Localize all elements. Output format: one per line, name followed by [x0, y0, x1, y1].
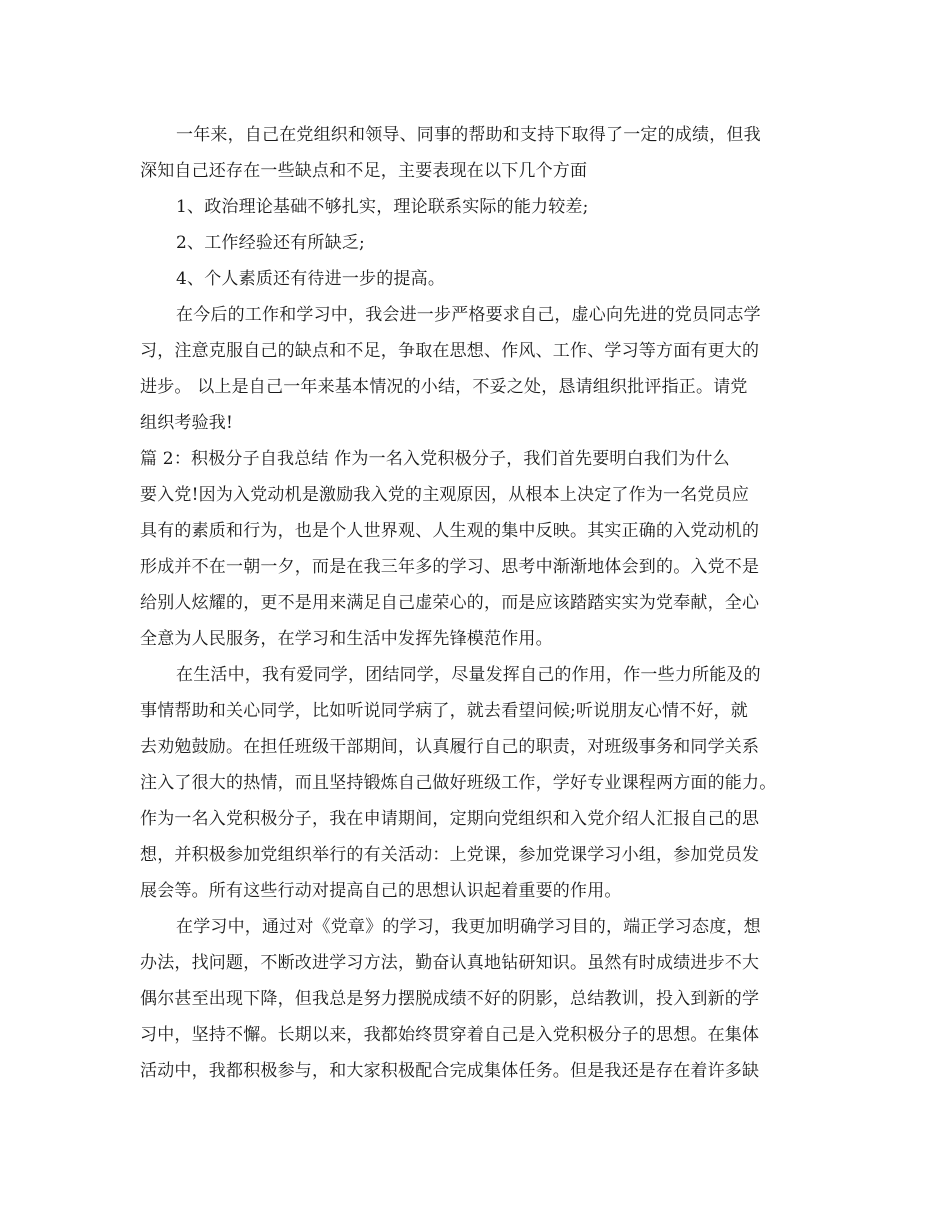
text-line: 具有的素质和行为，也是个人世界观、人生观的集中反映。其实正确的入党动机的	[140, 521, 760, 541]
text-line: 注入了很大的热情，而且坚持锻炼自己做好班级工作，学好专业课程两方面的能力。	[140, 773, 777, 793]
text-line: 组织考验我!	[140, 413, 234, 433]
text-line: 进步。 以上是自己一年来基本情况的小结，不妥之处，恳请组织批评指正。请党	[140, 377, 748, 397]
text-line: 偶尔甚至出现下降，但我总是努力摆脱成绩不好的阴影，总结教训，投入到新的学	[140, 989, 760, 1009]
text-line: 活动中，我都积极参与，和大家积极配合完成集体任务。但是我还是存在着许多缺	[140, 1061, 760, 1081]
text-line: 2、工作经验还有所缺乏;	[176, 233, 365, 253]
section-heading-line: 篇 2：积极分子自我总结 作为一名入党积极分子，我们首先要明白我们为什么	[140, 449, 730, 469]
text-line: 作为一名入党积极分子，我在申请期间，定期向党组织和入党介绍人汇报自己的思	[140, 809, 760, 829]
text-line: 形成并不在一朝一夕，而是在我三年多的学习、思考中渐渐地体会到的。入党不是	[140, 557, 760, 577]
text-line: 想，并积极参加党组织举行的有关活动：上党课，参加党课学习小组，参加党员发	[140, 845, 760, 865]
text-line: 给别人炫耀的，更不是用来满足自己虚荣心的，而是应该踏踏实实为党奉献，全心	[140, 593, 760, 613]
text-line: 在生活中，我有爱同学，团结同学，尽量发挥自己的作用，作一些力所能及的	[176, 665, 761, 685]
text-line: 一年来，自己在党组织和领导、同事的帮助和支持下取得了一定的成绩，但我	[176, 125, 761, 145]
text-line: 在学习中，通过对《党章》的学习，我更加明确学习目的，端正学习态度，想	[176, 917, 761, 937]
text-line: 全意为人民服务，在学习和生活中发挥先锋模范作用。	[140, 629, 553, 649]
text-line: 办法，找问题，不断改进学习方法，勤奋认真地钻研知识。虽然有时成绩进步不大	[140, 953, 760, 973]
text-line: 4、个人素质还有待进一步的提高。	[176, 269, 446, 289]
text-line: 要入党!因为入党动机是激励我入党的主观原因，从根本上决定了作为一名党员应	[140, 485, 750, 505]
text-line: 习中，坚持不懈。长期以来，我都始终贯穿着自己是入党积极分子的思想。在集体	[140, 1025, 760, 1045]
text-line: 事情帮助和关心同学，比如听说同学病了，就去看望问候;听说朋友心情不好，就	[140, 701, 748, 721]
text-line: 习，注意克服自己的缺点和不足，争取在思想、作风、工作、学习等方面有更大的	[140, 341, 760, 361]
text-line: 1、政治理论基础不够扎实，理论联系实际的能力较差;	[176, 197, 589, 217]
text-line: 在今后的工作和学习中，我会进一步严格要求自己，虚心向先进的党员同志学	[176, 305, 761, 325]
text-line: 深知自己还存在一些缺点和不足，主要表现在以下几个方面	[140, 161, 588, 181]
text-line: 展会等。所有这些行动对提高自己的思想认识起着重要的作用。	[140, 881, 622, 901]
text-line: 去劝勉鼓励。在担任班级干部期间，认真履行自己的职责，对班级事务和同学关系	[140, 737, 760, 757]
